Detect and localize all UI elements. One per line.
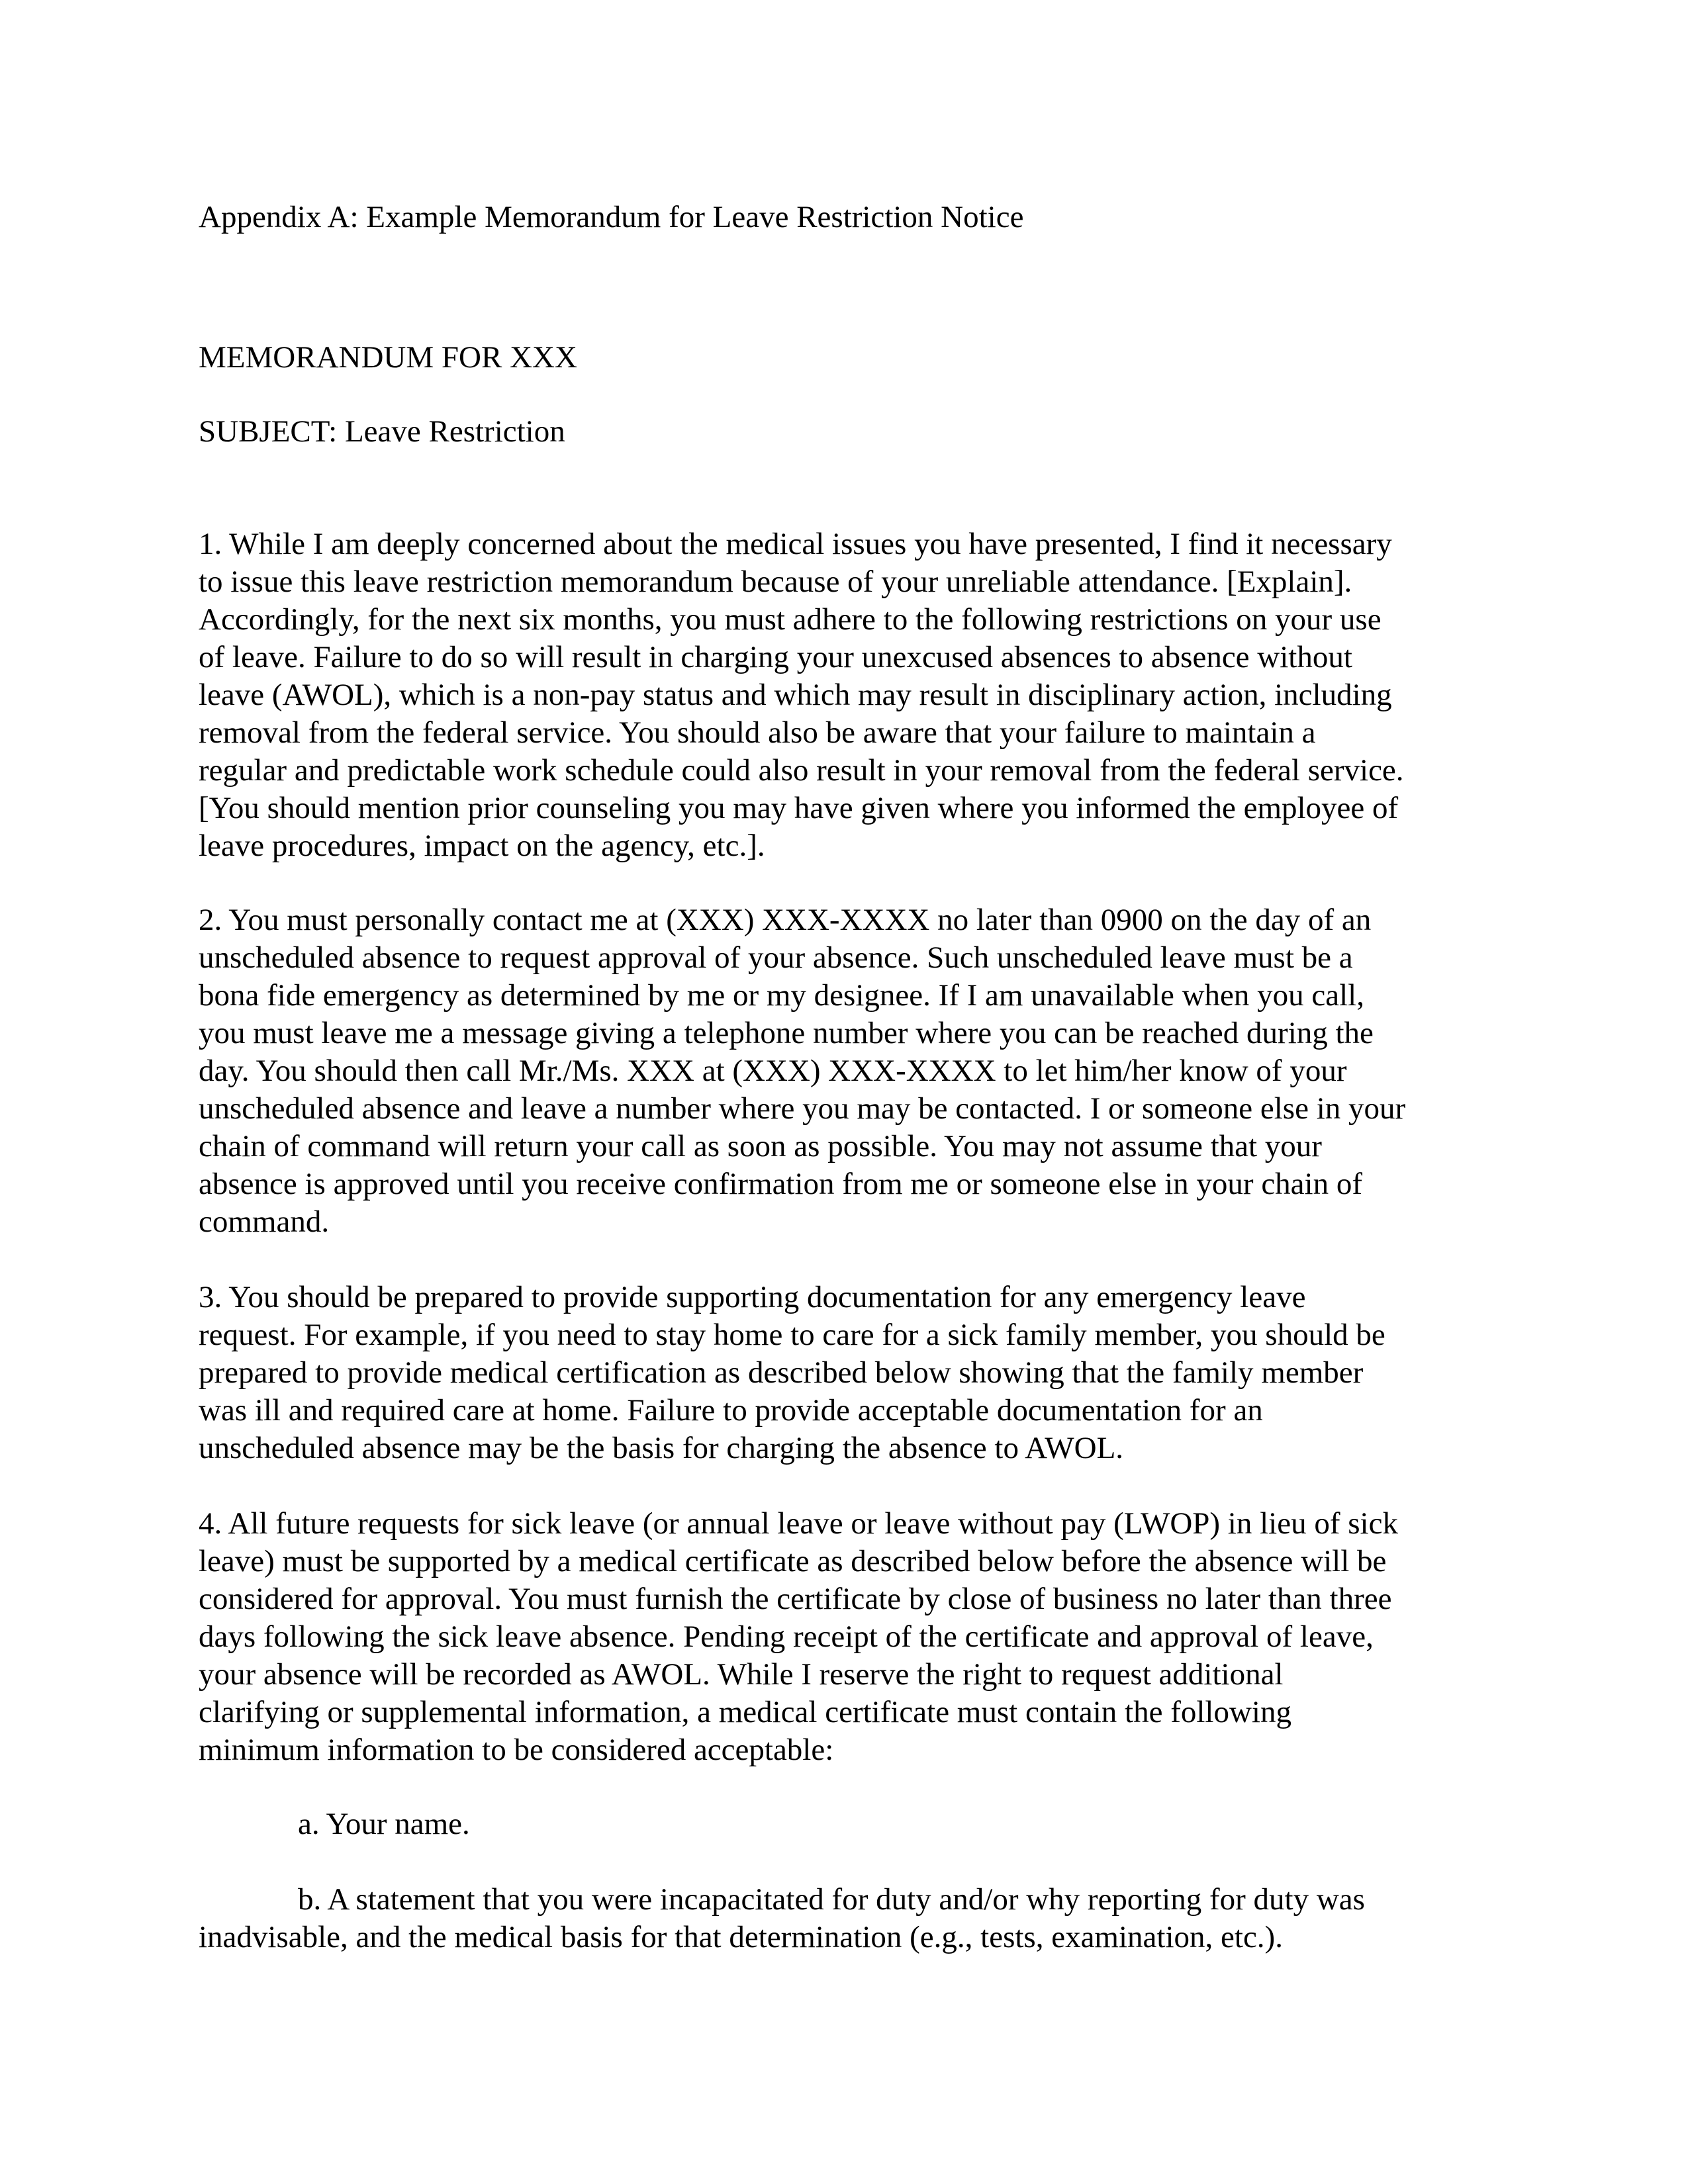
subitem-b <box>199 1881 1483 1956</box>
paragraph-line: unscheduled absence may be the basis for charging the absence to AWOL. <box>199 1431 1124 1465</box>
paragraph-line: your absence will be recorded as AWOL. While I reserve the right to request additional <box>199 1657 1284 1692</box>
paragraph-line: you must leave me a message giving a telephone number where you can be reached during the <box>199 1016 1374 1050</box>
paragraph-line: regular and predictable work schedule could also result in your removal from the federal service. <box>199 753 1404 788</box>
subitem-line: b. A statement that you were incapacitated for duty and/or why reporting for duty was <box>298 1882 1365 1917</box>
paragraph-line: leave procedures, impact on the agency, etc.]. <box>199 829 765 863</box>
subject-text: SUBJECT: Leave Restriction <box>199 414 565 449</box>
paragraph-line: 2. You must personally contact me at (XXX) XXX-XXXX no later than 0900 on the day of an <box>199 903 1372 937</box>
paragraph-2 <box>199 901 1483 1241</box>
paragraph-line: request. For example, if you need to stay home to care for a sick family member, you should be <box>199 1318 1385 1352</box>
memo-for-text: MEMORANDUM FOR XXX <box>199 340 577 375</box>
paragraph-line: command. <box>199 1205 330 1239</box>
appendix-heading <box>199 199 1483 236</box>
paragraph-line: days following the sick leave absence. Pending receipt of the certificate and approval of leave, <box>199 1619 1374 1654</box>
paragraph-line: [You should mention prior counseling you may have given where you informed the employee of <box>199 791 1399 825</box>
paragraph-line: was ill and required care at home. Failure to provide acceptable documentation for an <box>199 1393 1263 1428</box>
paragraph-line: clarifying or supplemental information, a medical certificate must contain the following <box>199 1695 1291 1729</box>
paragraph-line: to issue this leave restriction memorandum because of your unreliable attendance. [Explain]. <box>199 565 1352 599</box>
paragraph-line: 3. You should be prepared to provide supporting documentation for any emergency leave <box>199 1280 1306 1314</box>
paragraph-1 <box>199 525 1483 865</box>
subitem-line: a. Your name. <box>298 1807 470 1841</box>
subitem-a <box>199 1805 1483 1843</box>
paragraph-line: day. You should then call Mr./Ms. XXX at (XXX) XXX-XXXX to let him/her know of your <box>199 1054 1347 1088</box>
paragraph-line: removal from the federal service. You should also be aware that your failure to maintain a <box>199 715 1316 750</box>
paragraph-line: minimum information to be considered acceptable: <box>199 1733 834 1767</box>
subitem-line: inadvisable, and the medical basis for that determination (e.g., tests, examination, etc.). <box>199 1920 1283 1954</box>
paragraph-line: leave) must be supported by a medical certificate as described below before the absence will be <box>199 1544 1387 1578</box>
paragraph-line: unscheduled absence and leave a number where you may be contacted. I or someone else in your <box>199 1091 1406 1126</box>
paragraph-line: bona fide emergency as determined by me or my designee. If I am unavailable when you call, <box>199 978 1364 1013</box>
paragraph-line: absence is approved until you receive confirmation from me or someone else in your chain of <box>199 1167 1363 1201</box>
paragraph-line: unscheduled absence to request approval of your absence. Such unscheduled leave must be a <box>199 940 1353 975</box>
paragraph-line: Accordingly, for the next six months, you must adhere to the following restrictions on your use <box>199 602 1382 637</box>
paragraph-line: leave (AWOL), which is a non-pay status and which may result in disciplinary action, including <box>199 678 1392 712</box>
paragraph-line: 4. All future requests for sick leave (or annual leave or leave without pay (LWOP) in lieu of sick <box>199 1506 1398 1541</box>
paragraph-line: prepared to provide medical certification as described below showing that the family member <box>199 1355 1364 1390</box>
paragraph-line: considered for approval. You must furnish the certificate by close of business no later than three <box>199 1582 1392 1616</box>
paragraph-4 <box>199 1505 1483 1769</box>
memo-for-line <box>199 339 1483 377</box>
subject-line <box>199 413 1483 451</box>
paragraph-line: chain of command will return your call as soon as possible. You may not assume that your <box>199 1129 1322 1163</box>
paragraph-line: 1. While I am deeply concerned about the medical issues you have presented, I find it necessary <box>199 527 1392 561</box>
appendix-heading-text: Appendix A: Example Memorandum for Leave Restriction Notice <box>199 200 1024 234</box>
paragraph-line: of leave. Failure to do so will result in charging your unexcused absences to absence without <box>199 640 1352 674</box>
paragraph-3 <box>199 1279 1483 1467</box>
